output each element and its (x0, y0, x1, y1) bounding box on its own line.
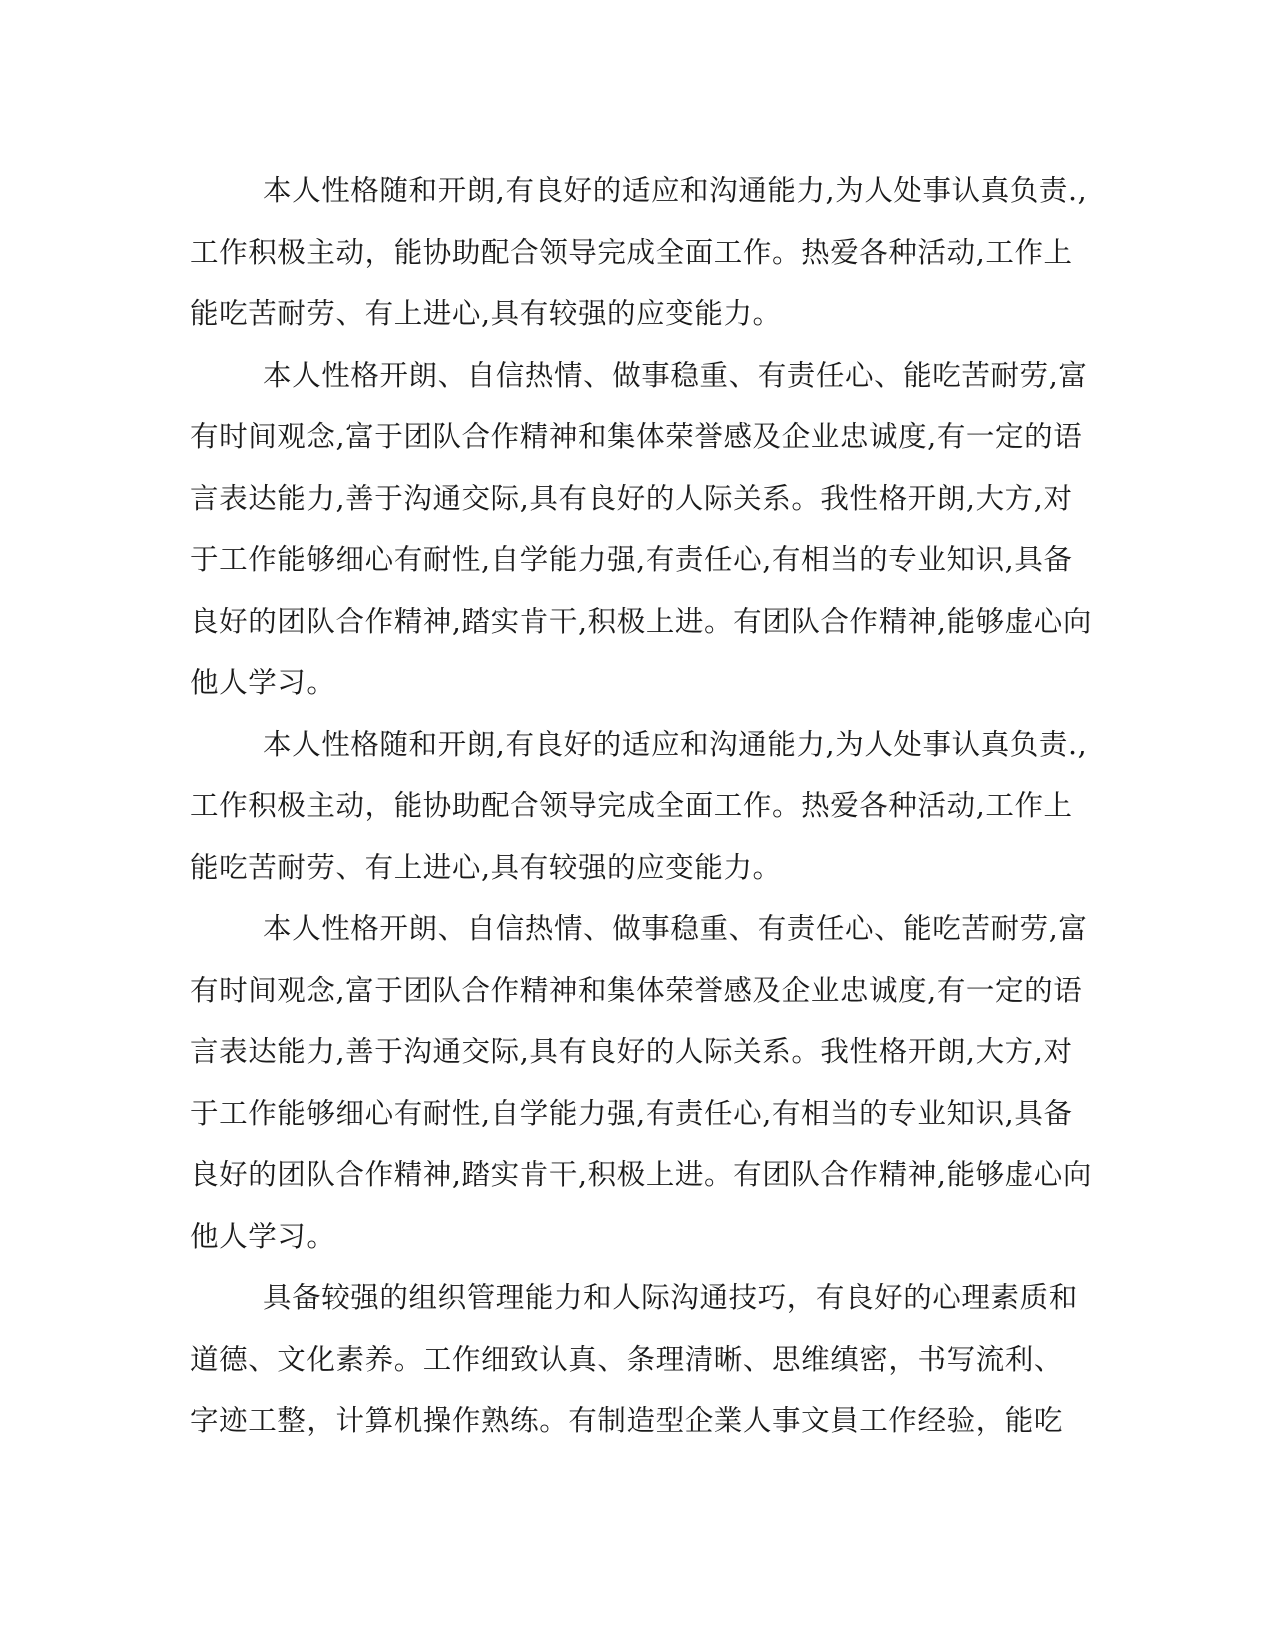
text-line: 良好的团队合作精神,踏实肯干,积极上进。有团队合作精神,能够虚心向 (190, 1158, 1092, 1191)
document-body (190, 160, 1092, 1452)
text-line: 于工作能够细心有耐性,自学能力强,有责任心,有相当的专业知识,具备 (190, 1096, 1073, 1130)
text-line: 本人性格随和开朗,有良好的适应和沟通能力,为人处事认真负责., (263, 727, 1088, 761)
text-line: 能吃苦耐劳、有上进心,具有较强的应变能力。 (190, 850, 782, 884)
text-line: 工作积极主动，能协助配合领导完成全面工作。热爱各种活动,工作上 (190, 789, 1073, 822)
paragraph-3 (190, 714, 1088, 899)
text-line: 有时间观念,富于团队合作精神和集体荣誉感及企业忠诚度,有一定的语 (190, 420, 1083, 453)
text-line: 本人性格开朗、自信热情、做事稳重、有责任心、能吃苦耐劳,富 (263, 358, 1088, 392)
text-line: 言表达能力,善于沟通交际,具有良好的人际关系。我性格开朗,大方,对 (190, 1035, 1073, 1068)
text-line: 工作积极主动，能协助配合领导完成全面工作。热爱各种活动,工作上 (190, 235, 1073, 269)
text-line: 言表达能力,善于沟通交际,具有良好的人际关系。我性格开朗,大方,对 (190, 481, 1073, 515)
text-line: 具备较强的组织管理能力和人际沟通技巧，有良好的心理素质和 (263, 1281, 1078, 1314)
paragraph-1 (190, 160, 1088, 345)
paragraph-2 (190, 345, 1092, 714)
text-line: 能吃苦耐劳、有上进心,具有较强的应变能力。 (190, 297, 782, 330)
paragraph-5 (190, 1267, 1080, 1452)
text-line: 他人学习。 (190, 1219, 336, 1253)
text-line: 字迹工整，计算机操作熟练。有制造型企業人事文員工作经验，能吃 (190, 1404, 1064, 1437)
text-line: 于工作能够细心有耐性,自学能力强,有责任心,有相当的专业知识,具备 (190, 543, 1073, 576)
text-line: 他人学习。 (190, 666, 336, 699)
text-line: 有时间观念,富于团队合作精神和集体荣誉感及企业忠诚度,有一定的语 (190, 973, 1083, 1007)
text-line: 本人性格开朗、自信热情、做事稳重、有责任心、能吃苦耐劳,富 (263, 912, 1088, 945)
text-line: 本人性格随和开朗,有良好的适应和沟通能力,为人处事认真负责., (263, 174, 1088, 207)
paragraph-4 (190, 898, 1092, 1267)
text-line: 道德、文化素养。工作细致认真、条理清晰、思维缜密，书写流利、 (190, 1342, 1064, 1376)
text-line: 良好的团队合作精神,踏实肯干,积极上进。有团队合作精神,能够虚心向 (190, 604, 1092, 638)
